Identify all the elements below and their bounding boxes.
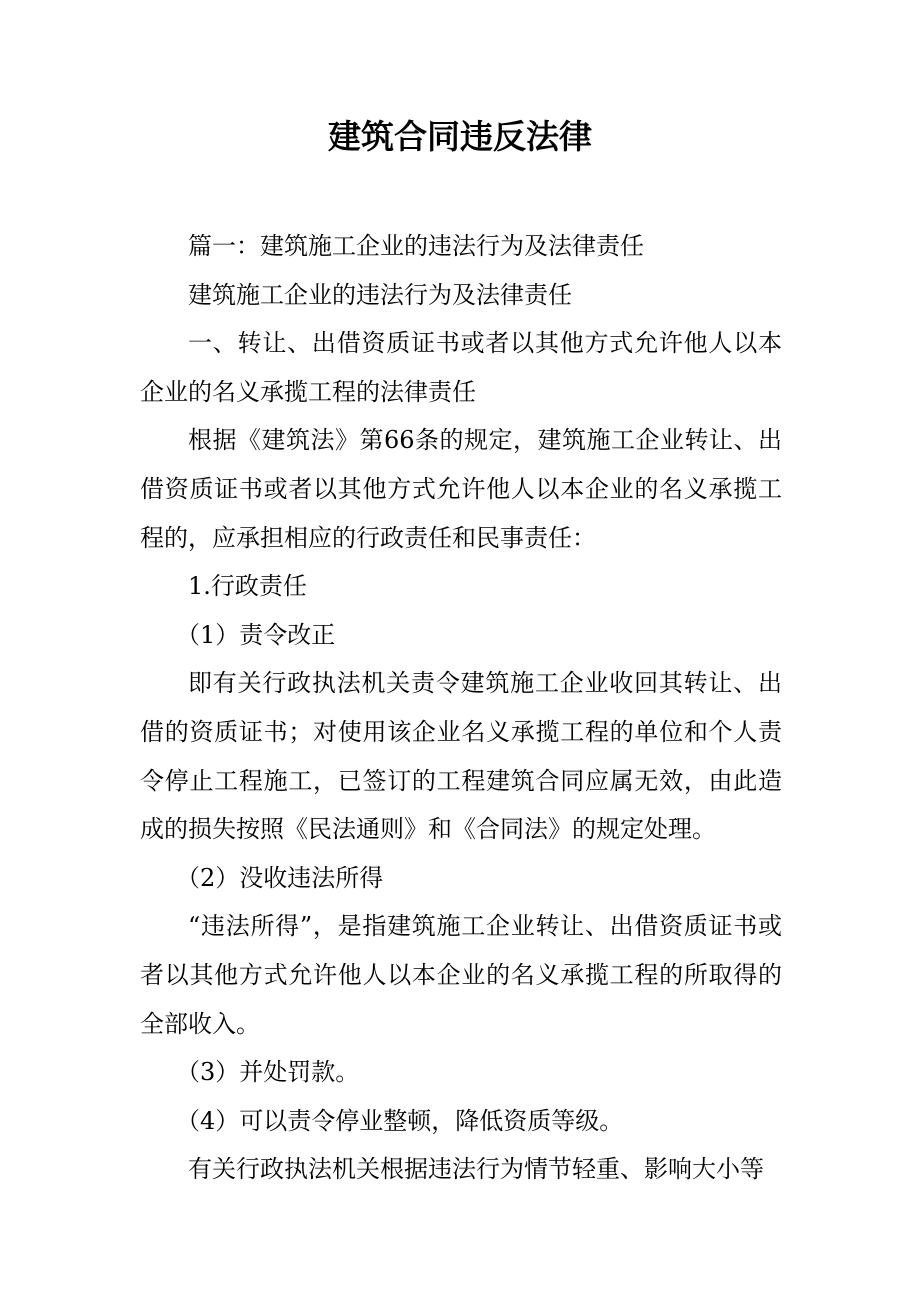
paragraph-legal-basis: 根据《建筑法》第66条的规定，建筑施工企业转让、出借资质证书或者以其他方式允许他人以本企业的名义承揽工程的，应承担相应的行政责任和民事责任：	[140, 426, 782, 552]
paragraph-correction-detail: 即有关行政执法机关责令建筑施工企业收回其转让、出借的资质证书；对使用该企业名义承揽工程的单位和个人责令停止工程施工，已签订的工程建筑合同应属无效，由此造成的损失按照《民法通则》和《合同法》的规定处理。	[140, 669, 782, 844]
paragraph-section-title: 建筑施工企业的违法行为及法律责任	[188, 280, 572, 309]
document-body	[140, 222, 782, 1194]
document-title: 建筑合同违反法律	[328, 117, 592, 156]
paragraph-authority-discretion: 有关行政执法机关根据违法行为情节轻重、影响大小等	[188, 1155, 764, 1184]
paragraph-chapter-heading: 篇一：建筑施工企业的违法行为及法律责任	[188, 232, 644, 260]
paragraph-confiscation: （2）没收违法所得	[176, 863, 384, 892]
paragraph-item-one-heading: 一、转让、出借资质证书或者以其他方式允许他人以本企业的名义承揽工程的法律责任	[140, 329, 782, 406]
paragraph-administrative-liability: 1.行政责任	[188, 572, 307, 601]
paragraph-suspension: （4）可以责令停业整顿，降低资质等级。	[176, 1106, 624, 1135]
paragraph-fine: （3）并处罚款。	[176, 1058, 360, 1087]
paragraph-order-correction: （1）责令改正	[176, 620, 336, 649]
paragraph-illegal-income-definition: “违法所得”，是指建筑施工企业转让、出借资质证书或者以其他方式允许他人以本企业的名义承揽工程的所取得的全部收入。	[140, 912, 782, 1038]
